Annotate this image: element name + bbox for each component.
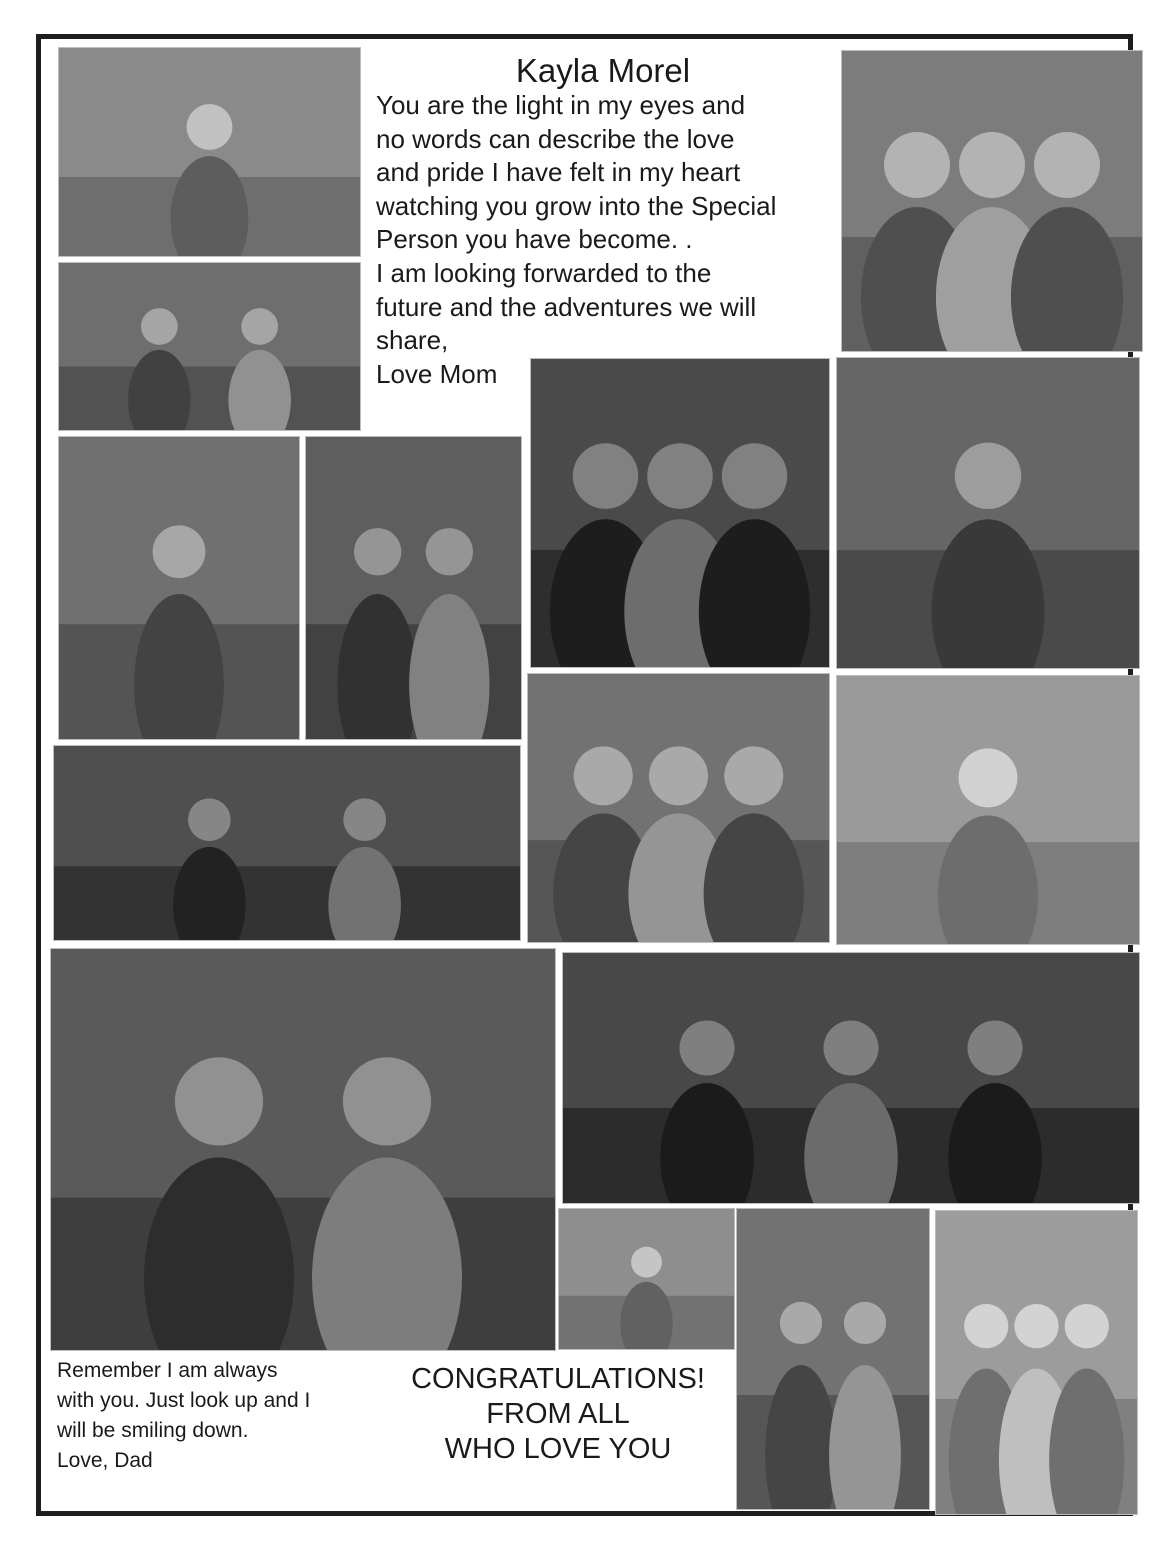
photo-two-girls-with-medals xyxy=(58,436,300,740)
photo-group-of-kids-image xyxy=(563,953,1139,1203)
dad-message-line: will be smiling down. xyxy=(57,1419,249,1442)
mom-message-line: and pride I have felt in my heart xyxy=(376,157,741,188)
photo-girl-and-mom-in-gym-image xyxy=(842,51,1142,351)
mom-message-line: I am looking forwarded to the xyxy=(376,257,712,288)
photo-girl-in-checked-dress xyxy=(305,436,522,740)
photo-group-of-kids xyxy=(562,952,1140,1204)
congratulations-line: FROM ALL xyxy=(486,1398,630,1430)
photo-girl-with-pot-helmet-image xyxy=(59,263,360,430)
mom-message xyxy=(376,89,846,391)
congratulations-message xyxy=(378,1362,738,1467)
photo-girl-with-grandfather-image xyxy=(936,1211,1137,1514)
congratulations-line: WHO LOVE YOU xyxy=(444,1433,672,1465)
mom-message-line: watching you grow into the Special xyxy=(376,190,777,221)
photo-family-four-adults-image xyxy=(59,48,360,256)
mom-message-line: no words can describe the love xyxy=(376,123,735,154)
mom-message-line: You are the light in my eyes and xyxy=(376,90,746,120)
dad-message-line: Remember I am always xyxy=(57,1359,278,1382)
dad-message-line: with you. Just look up and I xyxy=(57,1389,311,1412)
photo-girls-on-stairs xyxy=(836,675,1140,945)
photo-girl-with-grandfather xyxy=(935,1210,1138,1515)
photo-girl-and-mom-in-gym xyxy=(841,50,1143,352)
photo-girls-on-stairs-image xyxy=(837,676,1139,944)
mom-message-signature: Love Mom xyxy=(376,358,498,389)
mom-message-title: Kayla Morel xyxy=(515,52,691,89)
photo-three-on-bench xyxy=(558,1208,735,1350)
photo-dancers-with-mouse-ears xyxy=(53,745,521,941)
photo-two-girls-with-medals-image xyxy=(59,437,299,739)
mom-message-line: Person you have become. . xyxy=(376,224,693,255)
photo-portrait-girl-with-hat xyxy=(530,358,830,668)
photo-mom-and-daughter-sunglasses-image xyxy=(837,358,1139,668)
dad-message-signature: Love, Dad xyxy=(57,1449,153,1472)
photo-girl-in-swimsuit-image xyxy=(737,1209,929,1509)
photo-three-on-bench-image xyxy=(559,1209,734,1349)
photo-mom-and-daughter-sunglasses xyxy=(836,357,1140,669)
mom-message-line: future and the adventures we will xyxy=(376,291,757,322)
mom-message-line: share, xyxy=(376,325,449,356)
photo-girl-with-father-image xyxy=(528,674,829,942)
photo-baby-with-balloon-and-father-image xyxy=(51,949,555,1350)
photo-girl-with-pot-helmet xyxy=(58,262,361,431)
photo-girl-in-swimsuit xyxy=(736,1208,930,1510)
photo-girl-in-checked-dress-image xyxy=(306,437,521,739)
photo-girl-with-father xyxy=(527,673,830,943)
photo-baby-with-balloon-and-father xyxy=(50,948,556,1351)
photo-portrait-girl-with-hat-image xyxy=(531,359,829,667)
congratulations-line: CONGRATULATIONS! xyxy=(411,1363,705,1395)
photo-family-four-adults xyxy=(58,47,361,257)
photo-dancers-with-mouse-ears-image xyxy=(54,746,520,940)
dad-message xyxy=(57,1356,377,1476)
